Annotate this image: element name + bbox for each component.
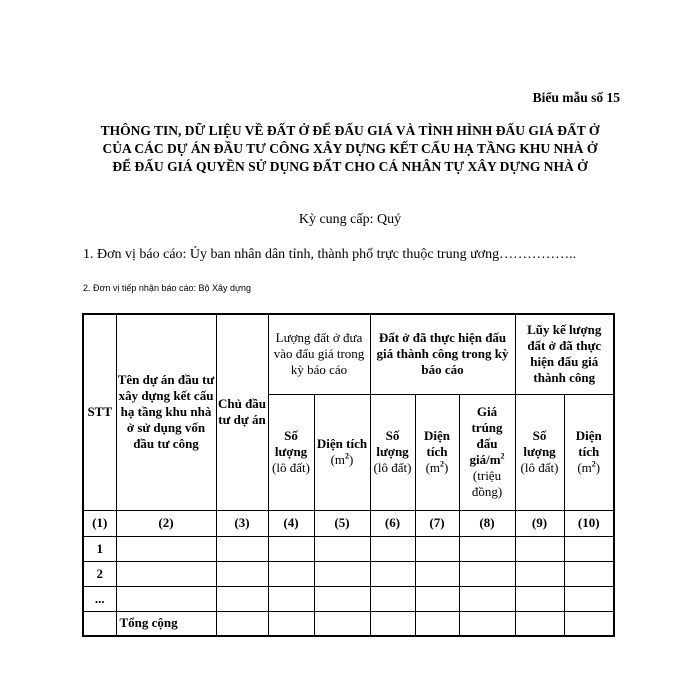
subheader-quantity-offered: Số lượng (lô đất) xyxy=(268,394,314,510)
header-group-success: Đất ở đã thực hiện đấu giá thành công trong kỳ báo cáo xyxy=(370,314,515,394)
table-cell xyxy=(314,561,370,586)
table-cell xyxy=(459,611,515,636)
table-cell xyxy=(459,586,515,611)
header-group-offered: Lượng đất ở đưa vào đấu giá trong kỳ báo cáo xyxy=(268,314,370,394)
table-cell xyxy=(116,561,216,586)
row-number: 1 xyxy=(83,536,116,561)
column-number: (2) xyxy=(116,510,216,536)
table-cell xyxy=(116,586,216,611)
receiving-unit: 2. Đơn vị tiếp nhận báo cáo: Bộ Xây dựng xyxy=(83,283,252,293)
table-cell xyxy=(216,561,268,586)
table-cell xyxy=(116,536,216,561)
column-number: (10) xyxy=(564,510,614,536)
document-title: THÔNG TIN, DỮ LIỆU VỀ ĐẤT Ở ĐỂ ĐẤU GIÁ VÀ TÌNH HÌNH ĐẤU GIÁ ĐẤT Ở CỦA CÁC DỰ ÁN ĐẦU TƯ CÔNG XÂY DỰNG KẾT CẤU HẠ TẦNG KHU NHÀ Ở ĐỂ ĐẤU GIÁ QUYỀN SỬ DỤNG ĐẤT CHO CÁ NHÂN TỰ XÂY DỰNG NHÀ Ở xyxy=(100,123,600,174)
table-cell xyxy=(268,586,314,611)
table-cell xyxy=(268,536,314,561)
subheader-area-success: Diện tích $(m^2)$ xyxy=(415,394,459,510)
table-cell xyxy=(216,536,268,561)
table-cell xyxy=(459,536,515,561)
table-cell xyxy=(216,611,268,636)
total-row xyxy=(83,611,614,636)
column-number: (3) xyxy=(216,510,268,536)
table-cell xyxy=(515,536,564,561)
subheader-quantity-success: Số lượng (lô đất) xyxy=(370,394,415,510)
row-number: ... xyxy=(83,586,116,611)
table-cell xyxy=(268,561,314,586)
column-number: (9) xyxy=(515,510,564,536)
column-number: (5) xyxy=(314,510,370,536)
table-cell xyxy=(564,586,614,611)
column-number: (7) xyxy=(415,510,459,536)
table-cell xyxy=(415,536,459,561)
table-cell xyxy=(216,586,268,611)
report-table xyxy=(82,313,615,637)
table-cell xyxy=(564,611,614,636)
table-cell xyxy=(314,536,370,561)
table-cell xyxy=(415,586,459,611)
table-cell xyxy=(370,561,415,586)
table-cell xyxy=(564,561,614,586)
form-number: Biểu mẫu số 15 xyxy=(532,90,620,105)
subheader-area-cumulative: Diện tích $(m^2)$ xyxy=(564,394,614,510)
table-cell xyxy=(415,561,459,586)
column-number: (4) xyxy=(268,510,314,536)
table-cell xyxy=(459,561,515,586)
table-row xyxy=(83,561,614,586)
column-number: (1) xyxy=(83,510,116,536)
table-cell xyxy=(515,561,564,586)
table-cell xyxy=(83,611,116,636)
column-number: (8) xyxy=(459,510,515,536)
table-cell xyxy=(370,611,415,636)
total-label: Tổng cộng xyxy=(116,611,216,636)
table-cell xyxy=(314,586,370,611)
reporting-unit: 1. Đơn vị báo cáo: Ủy ban nhân dân tỉnh, thành phố trực thuộc trung ương…………….. xyxy=(83,247,577,262)
header-investor: Chủ đầu tư dự án xyxy=(216,314,268,510)
subheader-area-offered: Diện tích $(m^2)$ xyxy=(314,394,370,510)
row-number: 2 xyxy=(83,561,116,586)
table-cell xyxy=(515,611,564,636)
table-cell xyxy=(370,536,415,561)
header-group-cumulative: Lũy kế lượng đất ở đã thực hiện đấu giá thành công xyxy=(515,314,614,394)
table-cell xyxy=(415,611,459,636)
table-cell xyxy=(564,536,614,561)
subheader-quantity-cumulative: Số lượng (lô đất) xyxy=(515,394,564,510)
table-cell xyxy=(370,586,415,611)
subheader-winning-price: Giá trúng đấu giá/$m^2$ (triệu đồng) xyxy=(459,394,515,510)
table-cell xyxy=(515,586,564,611)
header-stt: STT xyxy=(83,314,116,510)
header-project-name: Tên dự án đầu tư xây dựng kết cấu hạ tầng khu nhà ở sử dụng vốn đầu tư công xyxy=(116,314,216,510)
table-row xyxy=(83,536,614,561)
column-number: (6) xyxy=(370,510,415,536)
reporting-period: Kỳ cung cấp: Quý xyxy=(298,212,402,227)
table-cell xyxy=(268,611,314,636)
table-row xyxy=(83,586,614,611)
table-cell xyxy=(314,611,370,636)
